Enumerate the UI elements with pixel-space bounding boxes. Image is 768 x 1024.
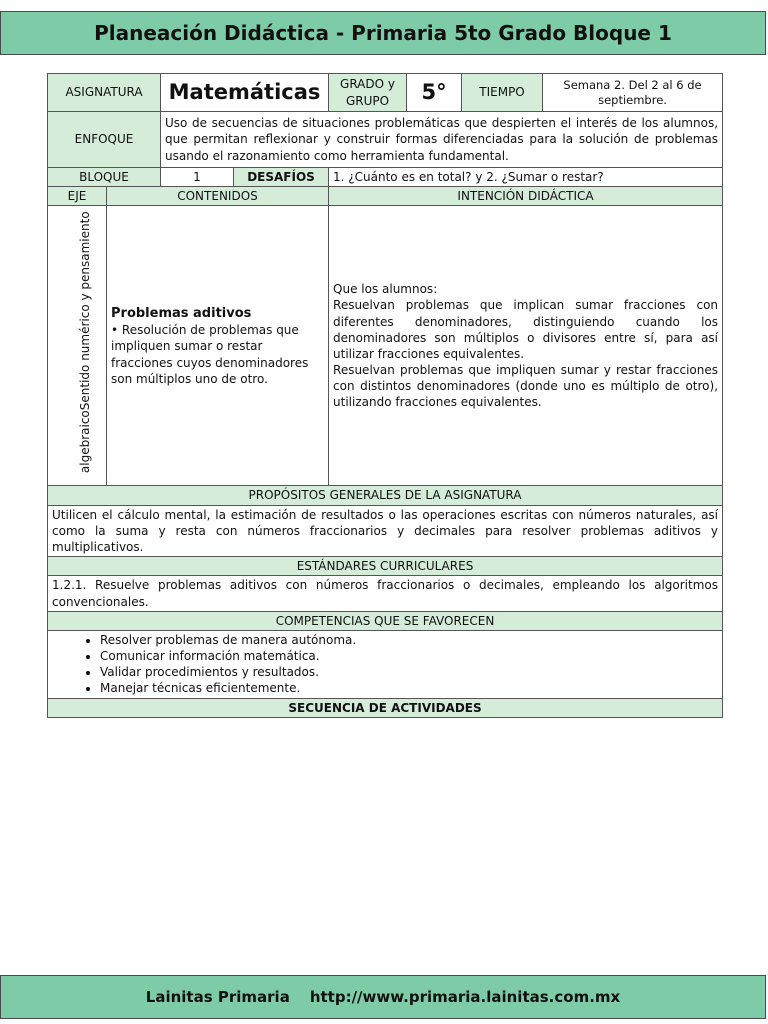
row-enfoque [48, 112, 723, 168]
desafios-value: 1. ¿Cuánto es en total? y 2. ¿Sumar o restar? [329, 168, 723, 187]
row-competencias [48, 630, 723, 698]
estandares-header: ESTÁNDARES CURRICULARES [48, 557, 723, 576]
row-estandares-header [48, 557, 723, 576]
competencias-list [52, 632, 718, 697]
list-item: • Validar procedimientos y resultados. [100, 664, 718, 680]
contenidos-cell [107, 206, 329, 486]
row-bloque [48, 168, 723, 187]
contenidos-title: Problemas aditivos [111, 305, 252, 321]
intencion-intro: Que los alumnos: [333, 282, 438, 297]
contenidos-header: CONTENIDOS [107, 187, 329, 206]
row-column-headers [48, 187, 723, 206]
intencion-cell [329, 206, 723, 486]
page-title-text: Planeación Didáctica - Primaria 5to Grado Bloque 1 [94, 21, 672, 45]
intencion-header: INTENCIÓN DIDÁCTICA [329, 187, 723, 206]
intencion-p2: Resuelvan problemas que impliquen sumar y restar fracciones con distintos denominadores (donde uno es múltiplo de otro), utilizando fracciones equivalentes. [333, 363, 719, 410]
row-propositos-header [48, 486, 723, 505]
footer-site-name: Lainitas Primaria [145, 988, 290, 1006]
page-footer [0, 975, 766, 1019]
competencias-cell [48, 630, 723, 698]
grado-value: 5° [407, 74, 462, 112]
list-item: • Manejar técnicas eficientemente. [100, 680, 718, 696]
row-secuencia-header [48, 698, 723, 717]
propositos-header: PROPÓSITOS GENERALES DE LA ASIGNATURA [48, 486, 723, 505]
planning-table [47, 73, 723, 718]
list-item: • Comunicar información matemática. [100, 648, 718, 664]
eje-cell [48, 206, 107, 486]
row-competencias-header [48, 611, 723, 630]
asignatura-label: ASIGNATURA [48, 74, 161, 112]
secuencia-header: SECUENCIA DE ACTIVIDADES [48, 698, 723, 717]
page-title [0, 11, 766, 55]
eje-header: EJE [48, 187, 107, 206]
footer-url-link[interactable]: http://www.primaria.lainitas.com.mx [309, 988, 621, 1006]
row-content [48, 206, 723, 486]
enfoque-label: ENFOQUE [48, 112, 161, 168]
row-asignatura [48, 74, 723, 112]
row-propositos [48, 505, 723, 557]
desafios-label: DESAFÍOS [234, 168, 329, 187]
grado-label: GRADO y GRUPO [329, 74, 407, 112]
tiempo-value: Semana 2. Del 2 al 6 de septiembre. [543, 74, 723, 112]
propositos-text: Utilicen el cálculo mental, la estimación de resultados o las operaciones escritas con números naturales, así como la suma y resta con números fraccionarios y decimales para resolver problemas aditivos y multiplicativos. [48, 505, 723, 557]
competencias-header: COMPETENCIAS QUE SE FAVORECEN [48, 611, 723, 630]
bloque-label: BLOQUE [48, 168, 161, 187]
asignatura-value: Matemáticas [161, 74, 329, 112]
estandares-text: 1.2.1. Resuelve problemas aditivos con números fraccionarios o decimales, empleando los algoritmos convencionales. [48, 576, 723, 611]
eje-value: algebraicoSentido numérico y pensamiento [78, 211, 92, 474]
bloque-value: 1 [161, 168, 234, 187]
enfoque-text: Uso de secuencias de situaciones problemáticas que despierten el interés de los alumnos, que permitan reflexionar y construir formas diferenciadas para la solución de problemas usando el razonamiento como herramienta fundamental. [161, 112, 723, 168]
contenidos-text: • Resolución de problemas que impliquen sumar o restar fracciones cuyos denominadores son múltiplos uno de otro. [111, 323, 309, 386]
intencion-p1: Resuelvan problemas que implican sumar fracciones con diferentes denominadores, distinguiendo cuando los denominadores son múltiplos o divisores entre sí, para así utilizar fracciones equivalentes. [333, 298, 719, 361]
row-estandares [48, 576, 723, 611]
list-item: • Resolver problemas de manera autónoma. [100, 632, 718, 648]
tiempo-label: TIEMPO [462, 74, 543, 112]
